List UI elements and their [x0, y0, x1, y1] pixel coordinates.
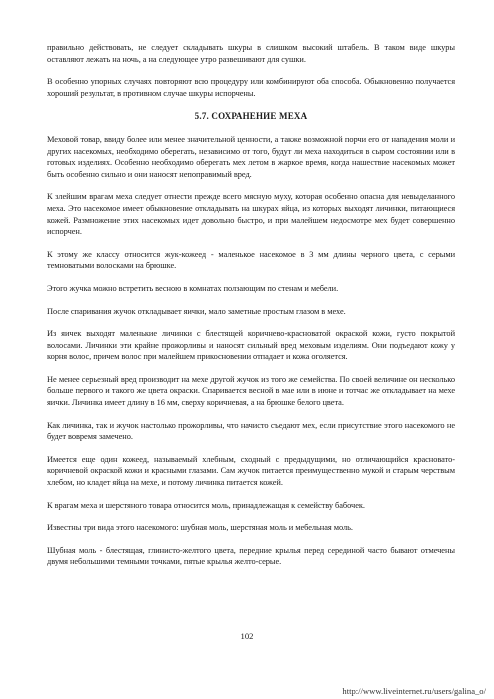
paragraph-9: Имеется еще один кожеед, называемый хлебным, сходный с предыдущими, но отличающийся красновато-коричневой окраской кожи и красными глазами. Сам жучок питается преимущественно мукой и старым черствым хлебом, но кладет яйца на мехе, и потому личинка питается кожей.	[47, 454, 455, 488]
paragraph-3: К этому же классу относится жук-кожеед - маленькое насекомое в 3 мм длины черного цвета, с серыми темноватыми волосками на брюшке.	[47, 249, 455, 271]
footer-url: http://www.liveinternet.ru/users/galina_o/	[342, 686, 486, 696]
paragraph-2: К злейшим врагам меха следует отнести прежде всего мясную муху, которая особенно опасна для невыделанного меха. Это насекомое имеет обыкновение откладывать на шкурах яйца, из которых выходят личинки, питающиеся кожей. Размножение этих насекомых идет довольно быстро, и при малейшем недосмотре мех будет совершенно испорчен.	[47, 192, 455, 237]
paragraph-4: Этого жучка можно встретить весною в комнатах ползающим по стенам и мебели.	[47, 283, 339, 293]
paragraph-10: К врагам меха и шерстяного товара относится моль, принадлежащая к семейству бабочек.	[47, 500, 365, 510]
document-page	[47, 42, 455, 568]
paragraph-1: Меховой товар, ввиду более или менее значительной ценности, а также возможной порчи его от нападения моли и других насекомых, необходимо оберегать, независимо от того, будут ли меха находиться в сыром состоянии или в готовых изделиях. Особенно необходимо оберегать мех летом в жаркое время, когда нашествие насекомых может быть особенно сильно и они наносят непоправимый вред.	[47, 134, 455, 179]
paragraph-5: После спаривания жучок откладывает яички, мало заметные простым глазом в мехе.	[47, 306, 346, 316]
paragraph-top-1: правильно действовать, не следует складывать шкуры в слишком высокий штабель. В таком виде шкуры оставляют лежать на ночь, а на следующее утро развешивают для сушки.	[47, 43, 455, 64]
section-heading: 5.7. СОХРАНЕНИЕ МЕХА	[194, 111, 308, 122]
paragraph-top-2: В особенно упорных случаях повторяют всю процедуру или комбинируют оба способа. Обыкновенно получается хороший результат, в противном случае шкуры испорчены.	[47, 77, 455, 98]
page-number: 102	[240, 631, 254, 641]
paragraph-7: Не менее серьезный вред производит на мехе другой жучок из того же семейства. По своей величине он несколько больше первого и такого же цвета окраски. Спаривается весной в мае или в июне и тотчас же откладывает на мехе яички. Личинка имеет длину в 16 мм, сверху коричневая, а на брюшке белого цвета.	[47, 374, 455, 408]
paragraph-6: Из яичек выходят маленькие личинки с блестящей коричнево-красноватой окраской кожи, густо покрытой волосами. Личинки эти крайне прожорливы и наносят сильный вред меховым изделиям. Они подъедают кожу у корня волос, причем волос при малейшем прикосновении отпадает и кожа оголяется.	[47, 329, 455, 362]
paragraph-8: Как личинка, так и жучок настолько прожорливы, что начисто съедают мех, если присутствие этого насекомого не будет вовремя замечено.	[47, 420, 455, 442]
paragraph-12: Шубная моль - блестящая, глинисто-желтого цвета, передние крылья перед серединой часто бывают отмечены двумя небольшими темными точками, пятые крылья желто-серые.	[47, 545, 455, 567]
paragraph-11: Известны три вида этого насекомого: шубная моль, шерстяная моль и мебельная моль.	[47, 523, 353, 533]
